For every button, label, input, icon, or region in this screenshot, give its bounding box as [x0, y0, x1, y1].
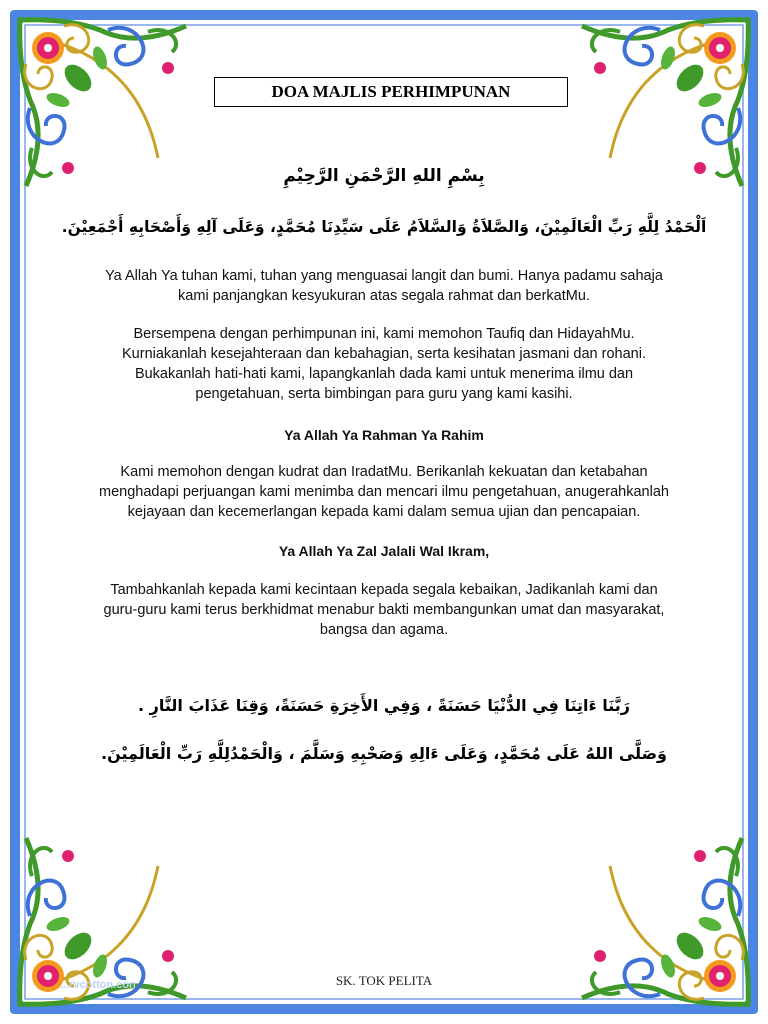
paragraph-line: kejayaan dan kecemerlangan kepada kami dalam semua ujian dan pencapaian. — [127, 504, 641, 520]
document-title: DOA MAJLIS PERHIMPUNAN — [214, 77, 568, 107]
paragraph-strength — [80, 462, 688, 522]
closing-arabic-line-1: رَبَّنَا ءَاتِنَا فِي الدُّنْيَا حَسَنَةً ، وَفِي الأَخِرَةِ حَسَنَةً، وَقِنَا عَذَابَ النَّارِ . — [138, 696, 630, 715]
subheading-zal-jalali: Ya Allah Ya Zal Jalali Wal Ikram, — [278, 543, 490, 559]
footer-school-name: SK. TOK PELITA — [335, 973, 433, 988]
paragraph-line: kami panjangkan kesyukuran atas segala rahmat dan berkatMu. — [178, 288, 590, 304]
watermark-text: ...rvcotton.con — [60, 979, 136, 991]
subheading-rahman-rahim: Ya Allah Ya Rahman Ya Rahim — [284, 427, 484, 443]
floral-corner-ornament-icon — [570, 826, 760, 1016]
paragraph-line: Ya Allah Ya tuhan kami, tuhan yang menguasai langit dan bumi. Hanya padamu sahaja — [105, 268, 663, 284]
paragraph-line: Kami memohon dengan kudrat dan IradatMu. Berikanlah kekuatan dan ketabahan — [120, 464, 648, 480]
opening-arabic-text: اَلْحَمْدُ لِلَّهِ رَبِّ الْعَالَمِيْنَ، وَالصَّلاَةُ وَالسَّلاَمُ عَلَى سَيِّدِنَا مُحَمَّدٍ، وَعَلَى آلِهِ وَأَصْحَابِهِ أَجْمَعِيْنَ. — [61, 218, 707, 236]
paragraph-service — [80, 580, 688, 640]
paragraph-line: guru-guru kami terus berkhidmat menabur bakti membangunkan umat dan masyarakat, — [103, 602, 665, 618]
paragraph-line: bangsa dan agama. — [319, 622, 449, 638]
paragraph-gratitude — [80, 266, 688, 306]
paragraph-line: Bersempena dengan perhimpunan ini, kami memohon Taufiq dan HidayahMu. — [133, 326, 635, 342]
bismillah-text: بِسْمِ اللهِ الرَّحْمَنِ الرَّحِيْمِ — [283, 166, 485, 186]
paragraph-line: menghadapi perjuangan kami menimba dan mencari ilmu pengetahuan, anugerahkanlah — [99, 484, 669, 500]
paragraph-line: Kurniakanlah kesejahteraan dan kebahagian, serta kesihatan jasmani dan rohani. — [122, 346, 646, 362]
closing-arabic-line-2: وَصَلَّى اللهُ عَلَى مُحَمَّدٍ، وَعَلَى ءَالِهِ وَصَحْبِهِ وَسَلَّمَ ، وَالْحَمْدُلِلَّهِ رَبِّ الْعَالَمِيْنَ. — [101, 744, 667, 763]
paragraph-assembly-prayer — [80, 324, 688, 404]
paragraph-line: Bukakanlah hati-hati kami, lapangkanlah dada kami untuk menerima ilmu dan — [134, 366, 634, 382]
paragraph-line: pengetahuan, serta bimbingan para guru yang kami kasihi. — [195, 386, 573, 402]
paragraph-line: Tambahkanlah kepada kami kecintaan kepada segala kebaikan, Jadikanlah kami dan — [110, 582, 658, 598]
